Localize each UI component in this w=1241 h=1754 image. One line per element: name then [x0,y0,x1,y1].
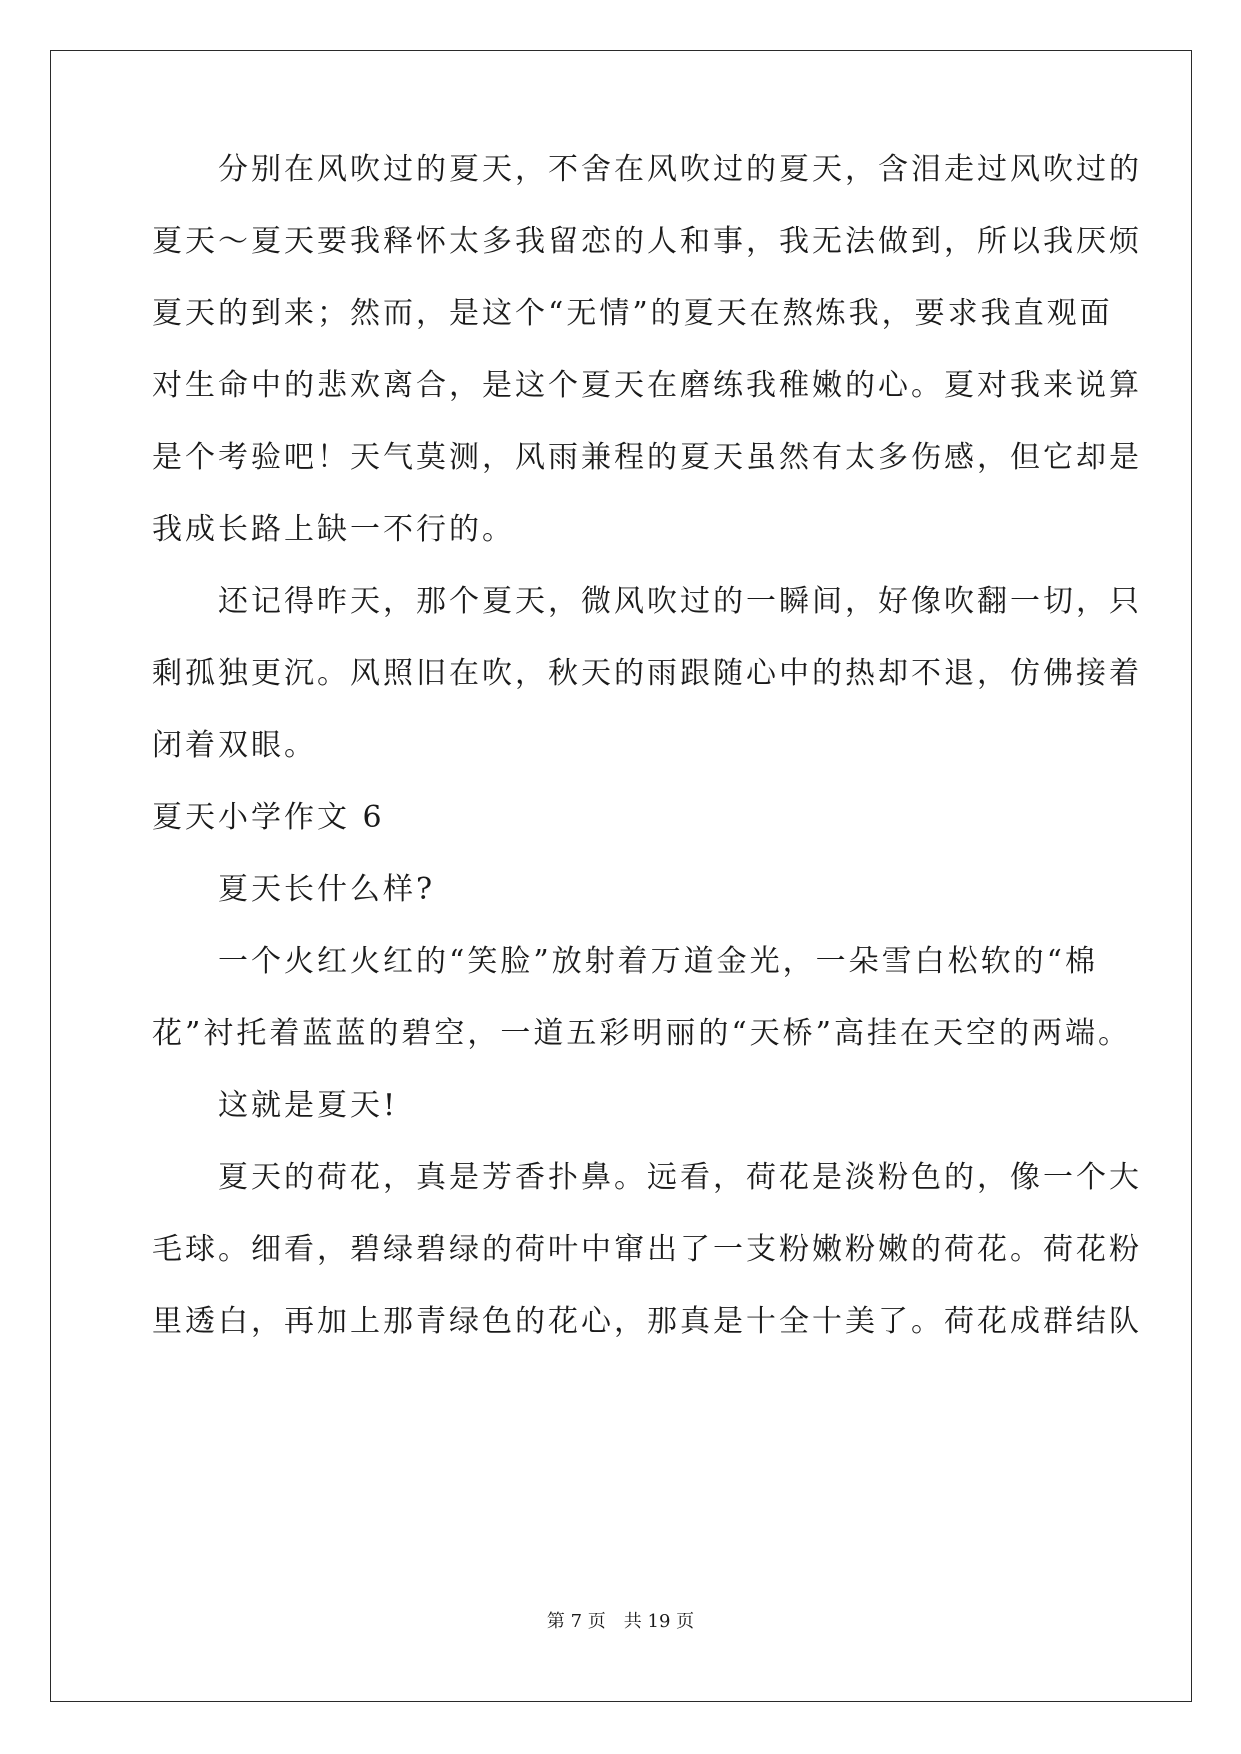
text-line: 花”衬托着蓝蓝的碧空，一道五彩明丽的“天桥”高挂在天空的两端。 [152,1016,1132,1051]
text-line: 夏天的到来；然而，是这个“无情”的夏天在熬炼我，要求我直观面 [152,296,1113,331]
text-line: 还记得昨天，那个夏天，微风吹过的一瞬间，好像吹翻一切，只 [152,584,1142,619]
text-line: 夏天～夏天要我释怀太多我留恋的人和事，我无法做到，所以我厌烦 [152,224,1142,259]
text-line: 闭着双眼。 [152,728,317,763]
text-line: 这就是夏天! [152,1088,399,1123]
text-line: 我成长路上缺一不行的。 [152,512,515,547]
text-line: 里透白，再加上那青绿色的花心，那真是十全十美了。荷花成群结队 [152,1304,1142,1339]
text-line: 夏天长什么样? [152,872,436,907]
page-footer: 第 7 页 共 19 页 [546,1611,695,1632]
text-line: 一个火红火红的“笑脸”放射着万道金光，一朵雪白松软的“棉 [152,944,1099,979]
text-line: 分别在风吹过的夏天，不舍在风吹过的夏天，含泪走过风吹过的 [152,152,1142,187]
text-line: 剩孤独更沉。风照旧在吹，秋天的雨跟随心中的热却不退，仿佛接着 [152,656,1142,691]
section-heading: 夏天小学作文 6 [152,800,385,835]
text-line: 是个考验吧！天气莫测，风雨兼程的夏天虽然有太多伤感，但它却是 [152,440,1142,475]
text-line: 毛球。细看，碧绿碧绿的荷叶中窜出了一支粉嫩粉嫩的荷花。荷花粉 [152,1232,1142,1267]
text-line: 夏天的荷花，真是芳香扑鼻。远看，荷花是淡粉色的，像一个大 [152,1160,1142,1195]
text-line: 对生命中的悲欢离合，是这个夏天在磨练我稚嫩的心。夏对我来说算 [152,368,1142,403]
